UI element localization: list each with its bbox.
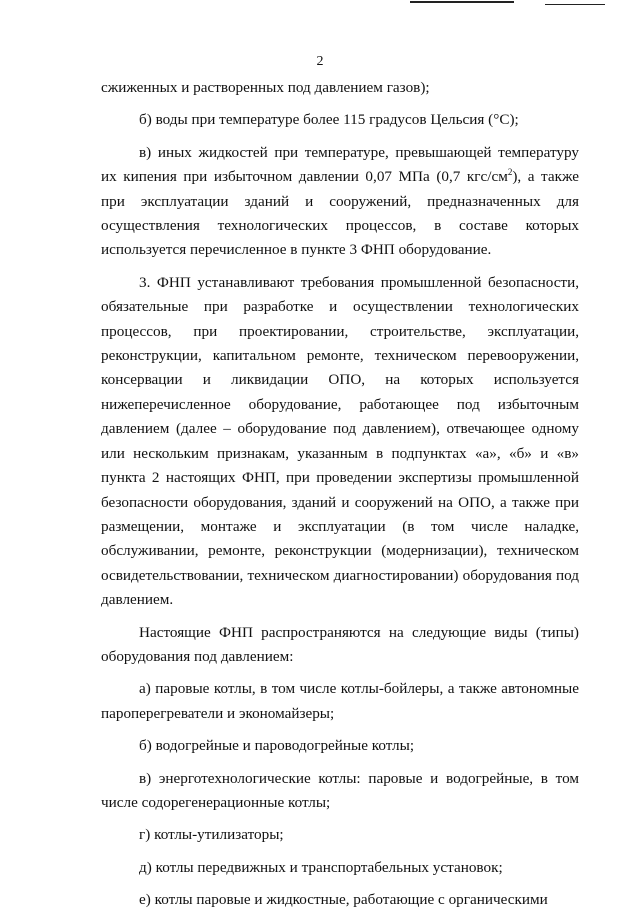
paragraph: г) котлы-утилизаторы; xyxy=(139,826,284,844)
superscript: 2 xyxy=(507,167,513,178)
paragraph: б) водогрейные и пароводогрейные котлы; xyxy=(139,737,415,755)
paragraph: сжиженных и растворенных под давлением газов); xyxy=(101,79,430,96)
document-body xyxy=(101,76,579,921)
paragraph: е) котлы паровые и жидкостные, работающие с органическими xyxy=(139,891,548,909)
scan-edge-mark xyxy=(545,4,605,5)
paragraph: в) энерготехнологические котлы: паровые и водогрейные, в том числе содорегенерационные котлы; xyxy=(101,769,579,811)
paragraph: в) иных жидкостей при температуре, превышающей температуру их кипения при избыточном давлении 0,07 МПа (0,7 кгс/$см^2$), а также при эксплуатации зданий и сооружений, предназначенных для осуществления технологических процессов, в составе которых используется перечисленное в пункте 3 ФНП оборудование. xyxy=(101,143,579,259)
page-number: 2 xyxy=(316,54,324,69)
scan-edge-mark xyxy=(410,1,514,3)
paragraph: а) паровые котлы, в том числе котлы-бойлеры, а также автономные пароперегреватели и экономайзеры; xyxy=(101,680,579,722)
paragraph: 3. ФНП устанавливают требования промышленной безопасности, обязательные при разработке и осуществлении технологических процессов, при проектировании, строительстве, эксплуатации, реконструкции, капитальном ремонте, техническом перевооружении, консервации и ликвидации ОПО, на которых используется нижеперечисленное оборудование, работающее под избыточным давлением (далее – оборудование под давлением), отвечающее одному или нескольким признакам, указанным в подпунктах «а», «б» и «в» пункта 2 настоящих ФНП, при проведении экспертизы промышленной безопасности оборудования, зданий и сооружений на ОПО, а также при размещении, монтаже и эксплуатации (в том числе наладке, обслуживании, ремонте, реконструкции (модернизации), техническом освидетельствовании, техническом диагностировании) оборудования под давлением. xyxy=(101,273,579,609)
paragraph: Настоящие ФНП распространяются на следующие виды (типы) оборудования под давлением: xyxy=(101,623,579,665)
paragraph: д) котлы передвижных и транспортабельных установок; xyxy=(139,858,503,876)
paragraph: б) воды при температуре более 115 градусов Цельсия (°С); xyxy=(139,111,519,129)
